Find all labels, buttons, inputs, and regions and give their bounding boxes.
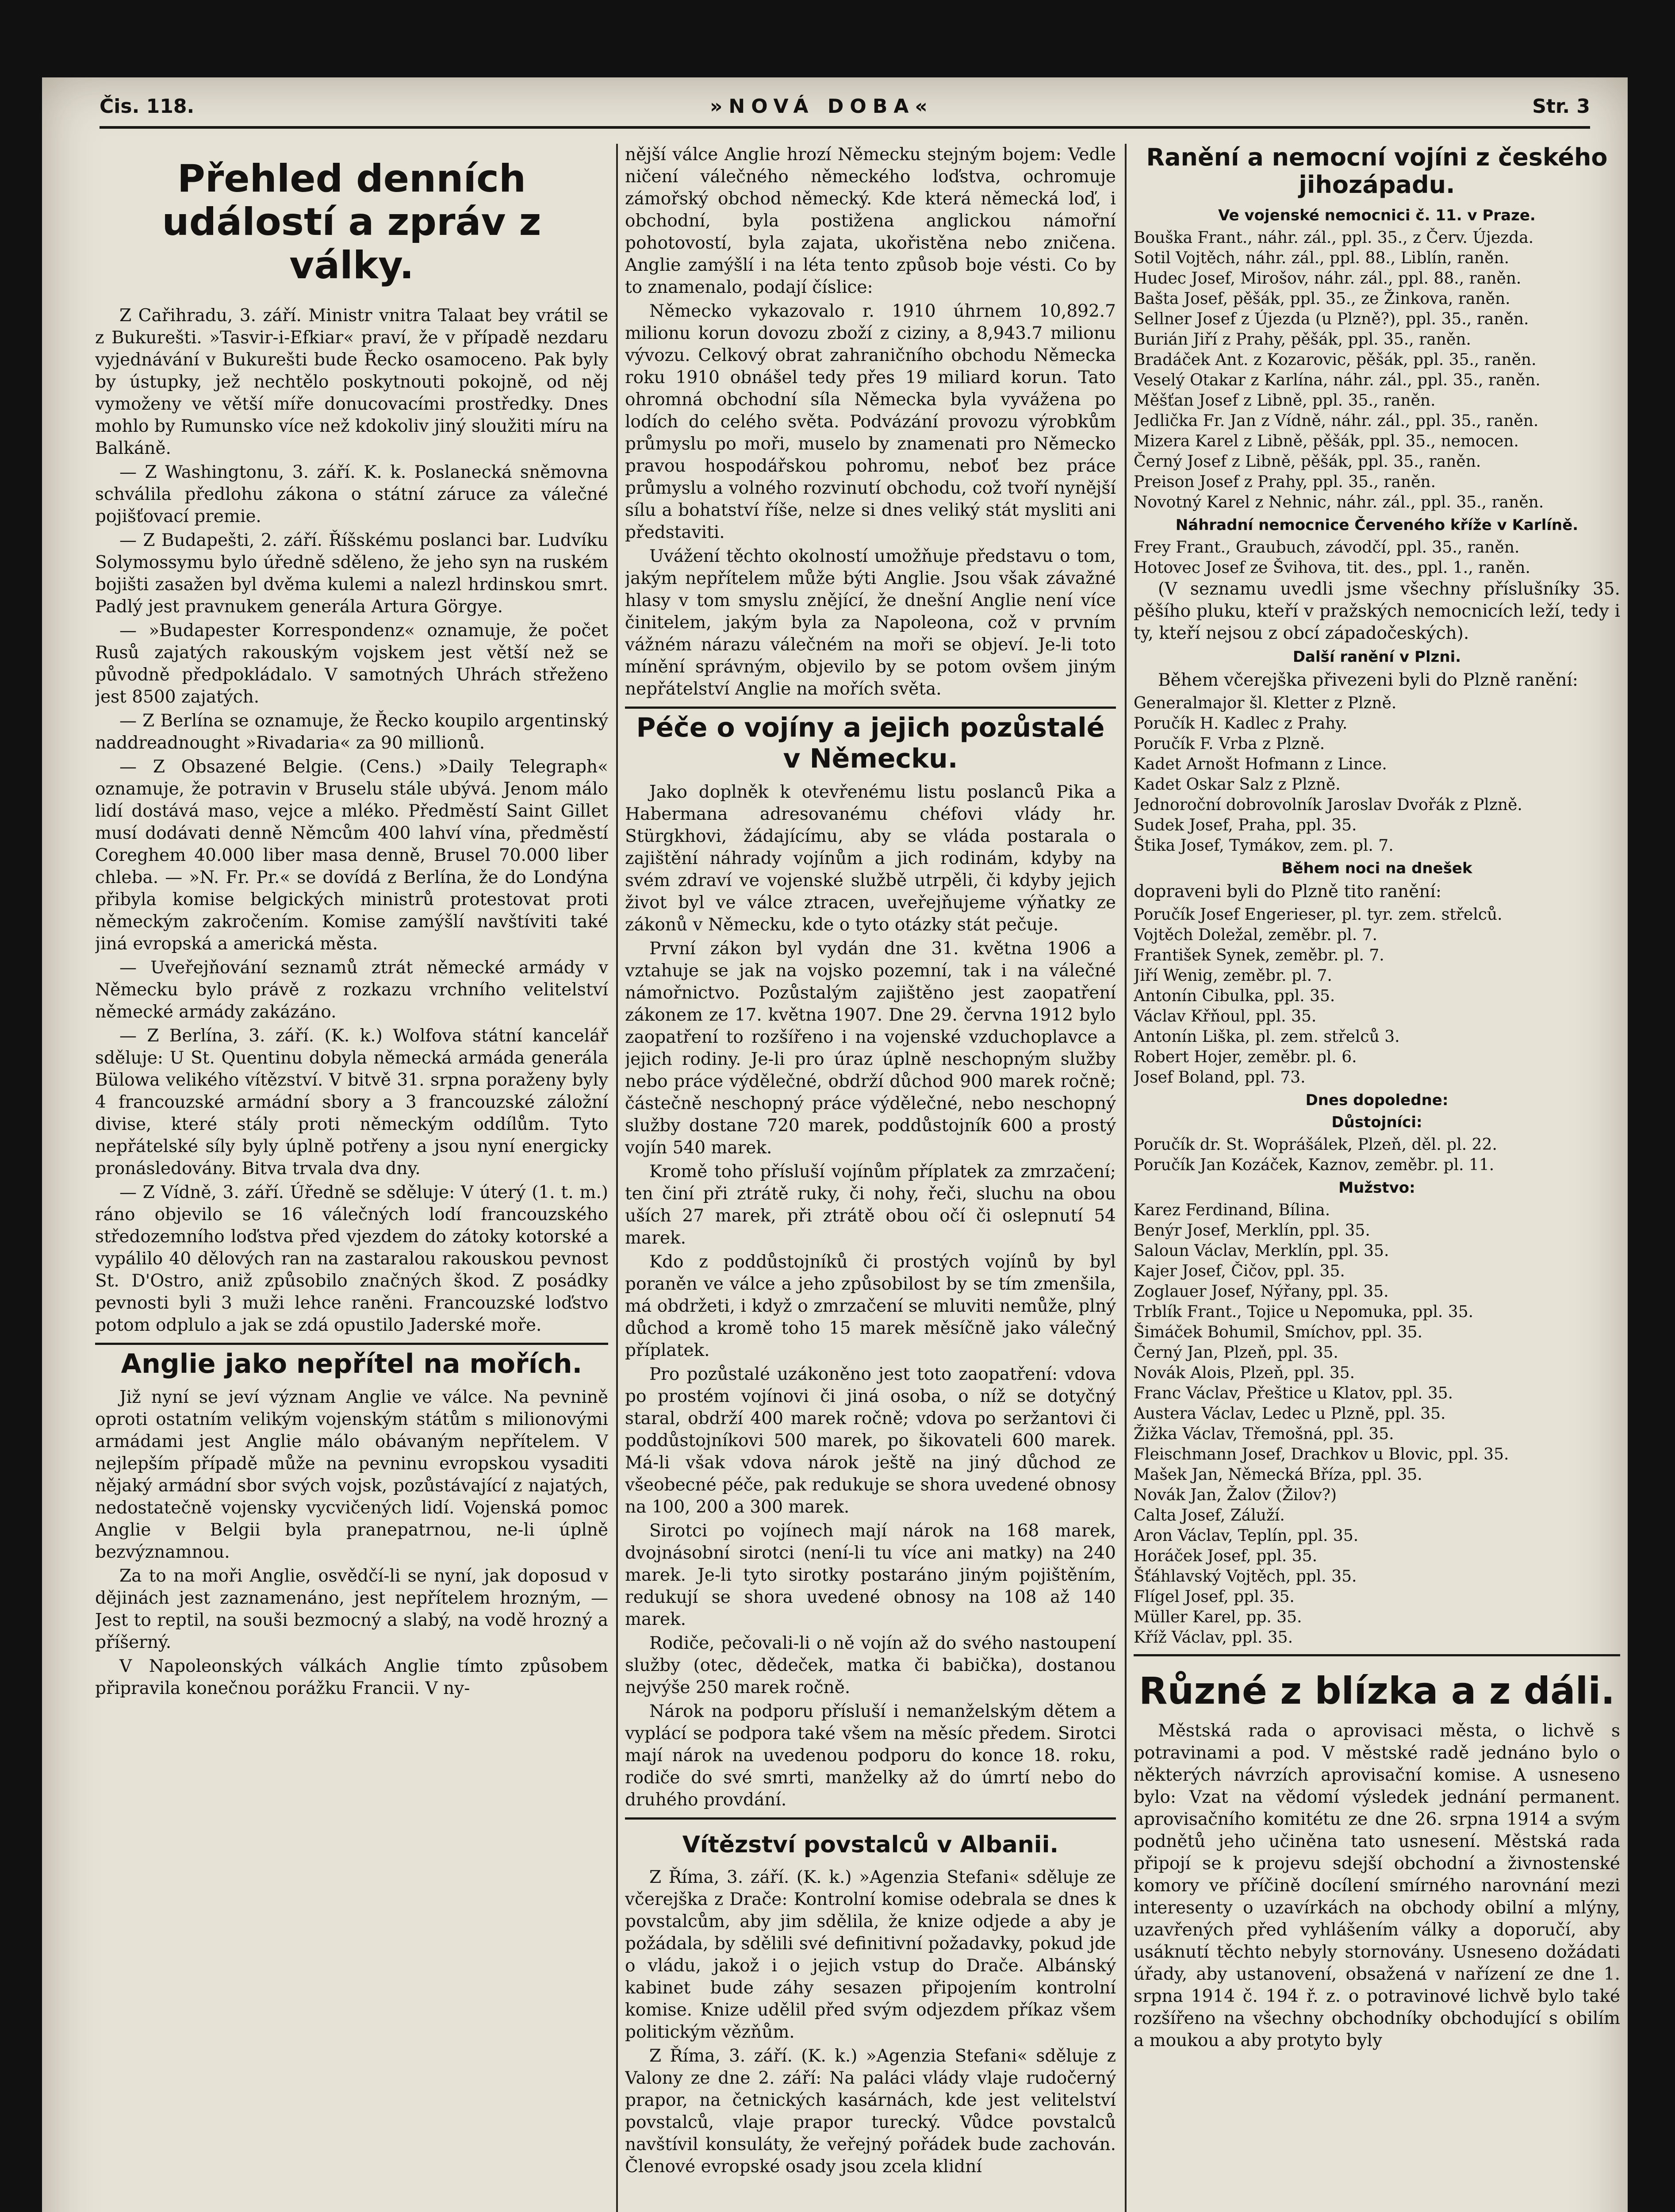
casualty-list	[1134, 693, 1620, 856]
casualty-entry: Šťáhlavský Vojtěch, ppl. 35.	[1134, 1567, 1357, 1586]
casualty-entry: Měšťan Josef z Libně, ppl. 35., raněn.	[1134, 392, 1436, 410]
headline-england: Anglie jako nepřítel na mořích.	[121, 1348, 583, 1379]
casualty-entry: Novotný Karel z Nehnic, náhr. zál., ppl. 35., raněn.	[1134, 493, 1544, 511]
list-intro: dopraveni byli do Plzně tito ranění:	[1134, 882, 1441, 902]
article-paragraph: Kromě toho přísluší vojínům příplatek za zmrzačení; ten činí při ztrátě ruky, či nohy, řeči, sluchu na obou uších 27 marek, při ztrátě obou očí či oslepnutí 54 marek.	[625, 1162, 1116, 1248]
casualty-entry: Aron Václav, Teplín, ppl. 35.	[1134, 1527, 1359, 1545]
casualty-entry: Poručík H. Kadlec z Prahy.	[1134, 714, 1348, 733]
casualty-entry: Šimáček Bohumil, Smíchov, ppl. 35.	[1134, 1323, 1423, 1341]
casualty-entry: Zoglauer Josef, Nýřany, ppl. 35.	[1134, 1283, 1389, 1301]
article-paragraph: Jako doplněk k otevřenému listu poslanců Pika a Habermana adresovanému chéfovi vlády hr. Stürgkhovi, žádajícímu, aby se vláda postarala o zajištění náhrady vojínům a jich rodinám, kdyby na svém zdraví ve vojenské službě utrpěli, či kdyby jejich život byl ve válce ztracen, uveřejňujeme výňatky ze zákonů v Německu, kde o tyto otázky stát pečuje.	[625, 782, 1116, 935]
subheading: Dnes dopoledne:	[1305, 1091, 1449, 1109]
subheading: Důstojníci:	[1331, 1114, 1422, 1131]
casualty-list	[1134, 1200, 1620, 1648]
article-paragraph: Pro pozůstalé uzákoněno jest toto zaopatření: vdova po prostém vojínovi či jiná osoba, o níž se dotyčný staral, obdrží 400 marek ročně; vdova po seržantovi či poddůstojníkovi 500 marek, po šikovateli 600 marek. Má-li však vdova nárok ještě na jiný důchod ze všeobecné péče, pak redukuje se shora uvedené obnosy na 100, 200 a 300 marek.	[625, 1364, 1116, 1517]
casualty-list	[1134, 1135, 1620, 1175]
casualty-entry: Preison Josef z Prahy, ppl. 35., raněn.	[1134, 473, 1436, 491]
subheading: Během noci na dnešek	[1281, 860, 1472, 877]
casualty-entry: Poručík Jan Kozáček, Kaznov, zeměbr. pl. 11.	[1134, 1156, 1495, 1174]
headline-soldier-care: Péče o vojíny a jejich pozůstalé v Německu.	[636, 712, 1105, 774]
section-rule	[95, 1343, 608, 1345]
article-paragraph: — Z Washingtonu, 3. září. K. k. Poslanecká sněmovna schválila předlohu zákona o státní záruce za válečné pojišťovací premie.	[95, 462, 608, 526]
casualty-entry: Sellner Josef z Újezda (u Plzně?), ppl. 35., raněn.	[1134, 310, 1529, 328]
casualty-entry: Mizera Karel z Libně, pěšák, ppl. 35., nemocen.	[1134, 432, 1519, 450]
section-rule	[1134, 1654, 1620, 1656]
article-paragraph: — Z Obsazené Belgie. (Cens.) »Daily Telegraph« oznamuje, že potravin v Bruselu stále ubývá. Jenom málo lidí dostává maso, vejce a mléko. Předměstí Saint Gillet musí dodávati denně Němcům 400 lahví vína, předměstí Coreghem 40.000 liber masa denně, Brusel 70.000 liber chleba. — »N. Fr. Pr.« se dovídá z Berlína, že do Londýna přibyla komise belgických ministrů protestovat proti německým zakročením. Komise zamýšlí navštíviti také jiná evropská a americká města.	[95, 757, 608, 954]
casualty-entry: Jiří Wenig, zeměbr. pl. 7.	[1134, 967, 1332, 985]
article-paragraph: nější válce Anglie hrozí Německu stejným bojem: Vedle ničení válečného německého loďstva, ochromuje zámořský obchod německý. Kde která německá loď, i obchodní, byla postižena anglickou námořní pohotovostí, byla zajata, ukořistěna nebo zničena. Anglie zamýšlí i na léta tento způsob boje vésti. Co by to znamenalo, podají číslice:	[625, 145, 1116, 297]
casualty-list	[1134, 905, 1620, 1088]
casualty-entry: Vojtěch Doležal, zeměbr. pl. 7.	[1134, 926, 1377, 944]
headline-albania: Vítězství povstalců v Albanii.	[682, 1832, 1059, 1858]
article-paragraph: — »Budapester Korrespondenz« oznamuje, že počet Rusů zajatých rakouským vojskem jest větší než se původně předpokládalo. V samotných Uhrách střeženo jest 8500 zajatých.	[95, 621, 608, 707]
casualty-entry: Fleischmann Josef, Drachkov u Blovic, ppl. 35.	[1134, 1445, 1509, 1463]
casualty-entry: Veselý Otakar z Karlína, náhr. zál., ppl. 35., raněn.	[1134, 371, 1541, 389]
subheading: Další ranění v Plzni.	[1292, 648, 1461, 666]
casualty-entry: Jednoroční dobrovolník Jaroslav Dvořák z Plzně.	[1134, 796, 1522, 814]
casualty-list	[1134, 228, 1620, 513]
casualty-entry: Saloun Václav, Merklín, ppl. 35.	[1134, 1242, 1389, 1260]
article-paragraph: Sirotci po vojínech mají nárok na 168 marek, dvojnásobní sirotci (není-li tu více ani matky) na 240 marek. Je-li tyto sirotky postaráno jiným pojištěním, redukují se shora uvedené obnosy na 108 až 140 marek.	[625, 1521, 1116, 1629]
article-paragraph: První zákon byl vydán dne 31. května 1906 a vztahuje se jak na vojsko pozemní, tak i na válečné námořnictvo. Pozůstalým zajištěno jest zaopatření zákonem ze 17. května 1907. Dne 29. června 1912 bylo zaopatření to rozšířeno i na vojenské vzduchoplavce a jejich rodiny. Je-li pro úraz úplně neschopným služby nebo práce výdělečné, obdrží důchod 900 marek ročně; částečně neschopný práce výdělečné, nebo neschopný služby dostane 720 marek, poddůstojník 600 a prostý vojín 540 marek.	[625, 939, 1116, 1158]
casualty-entry: Bašta Josef, pěšák, ppl. 35., ze Žinkova, raněn.	[1134, 290, 1510, 308]
casualty-entry: Müller Karel, pp. 35.	[1134, 1608, 1302, 1626]
casualty-entry: Bradáček Ant. z Kozarovic, pěšák, ppl. 35., raněn.	[1134, 351, 1537, 369]
subheading: Mužstvo:	[1338, 1179, 1415, 1197]
casualty-entry: Novák Jan, Žalov (Žilov?)	[1134, 1486, 1337, 1504]
newspaper-page	[42, 77, 1628, 2212]
casualty-entry: Flígel Josef, ppl. 35.	[1134, 1588, 1295, 1606]
casualty-entry: Calta Josef, Záluží.	[1134, 1506, 1285, 1525]
subheading: Náhradní nemocnice Červeného kříže v Karlíně.	[1175, 516, 1579, 534]
casualty-entry: Václav Křňoul, ppl. 35.	[1134, 1007, 1317, 1025]
casualty-entry: Štika Josef, Tymákov, zem. pl. 7.	[1134, 837, 1394, 855]
casualty-entry: Benýr Josef, Merklín, ppl. 35.	[1134, 1221, 1370, 1240]
article-paragraph: — Z Berlína, 3. září. (K. k.) Wolfova státní kancelář sděluje: U St. Quentinu dobyla německá armáda generála Bülowa velikého vítězství. V bitvě 31. srpna poraženy byly 4 francouzské armádní sbory a 3 francouzské záložní divise, které stály proti německým oddílům. Tyto nepřátelské síly byly úplně potřeny a jsou nyní energicky pronásledovány. Bitva trvala dva dny.	[95, 1026, 608, 1179]
casualty-entry: Karez Ferdinand, Bílina.	[1134, 1201, 1330, 1219]
editor-note: (V seznamu uvedli jsme všechny příslušníky 35. pěšího pluku, kteří v pražských nemocnicích leží, tedy i ty, kteří nejsou z obcí západočeských).	[1134, 579, 1620, 643]
casualty-entry: Josef Boland, ppl. 73.	[1134, 1068, 1306, 1087]
section-rule	[625, 1817, 1116, 1820]
subheading: Ve vojenské nemocnici č. 11. v Praze.	[1218, 207, 1536, 224]
casualty-entry: Kajer Josef, Čičov, ppl. 35.	[1134, 1262, 1345, 1280]
casualty-list	[1134, 538, 1620, 578]
casualty-entry: Mašek Jan, Německá Bříza, ppl. 35.	[1134, 1466, 1422, 1484]
column-2	[625, 144, 1116, 2212]
headline-war-news: Přehled denních událostí a zpráv z války.	[162, 157, 541, 288]
casualty-entry: Kříž Václav, ppl. 35.	[1134, 1628, 1293, 1647]
article-paragraph: — Z Berlína se oznamuje, že Řecko koupilo argentinský naddreadnought »Rivadaria« za 90 millionů.	[95, 711, 608, 753]
newspaper-name: »NOVÁ DOBA«	[710, 95, 934, 118]
issue-number: Čis. 118.	[100, 95, 195, 118]
casualty-entry: Horáček Josef, ppl. 35.	[1134, 1547, 1318, 1565]
column-3	[1134, 144, 1620, 2212]
casualty-entry: Novák Alois, Plzeň, ppl. 35.	[1134, 1364, 1355, 1382]
casualty-entry: Antonín Cibulka, ppl. 35.	[1134, 987, 1335, 1005]
article-paragraph: Z Říma, 3. září. (K. k.) »Agenzia Stefani« sděluje ze včerejška z Drače: Kontrolní komise odebrala se dnes k povstalcům, aby jim sdělila, že knize odjede a aby je požádala, by sdělili své definitivní požadavky, pokud jde o vládu, jakož i o jejich vstup do Drače. Albánský kabinet bude záhy sesazen připojením kontrolní komise. Knize udělil před svým odjezdem příkaz všem politickým vězňům.	[625, 1867, 1116, 2042]
headline-miscellany: Různé z blízka a z dáli.	[1138, 1669, 1615, 1713]
casualty-entry: Franc Václav, Přeštice u Klatov, ppl. 35.	[1134, 1384, 1453, 1402]
article-paragraph: Z Cařihradu, 3. září. Ministr vnitra Talaat bey vrátil se z Bukurešti. »Tasvir-i-Efkiar« praví, že v případě nezdaru vyjednávání v Bukurešti bude Řecko osamoceno. Pak byly by ústupky, jež nechtělo poskytnouti pokojně, od něj vymoženy ve větší míře donucovacími prostředky. Dnes mohlo by Rumunsko více než kdokoliv jiný sloužiti míru na Balkáně.	[95, 306, 608, 458]
list-intro: Během včerejška přivezeni byli do Plzně ranění:	[1158, 670, 1579, 690]
casualty-entry: Kadet Oskar Salz z Plzně.	[1134, 776, 1341, 794]
column-divider	[616, 144, 618, 2212]
casualty-entry: Poručík Josef Engerieser, pl. tyr. zem. střelců.	[1134, 906, 1503, 924]
article-paragraph: Nárok na podporu přísluší i nemanželským dětem a vyplácí se podpora také všem na měsíc předem. Sirotci mají nárok na uvedenou podporu do konce 18. roku, rodiče do své smrti, manželky až do úmrtí nebo do druhého provdání.	[625, 1701, 1116, 1810]
casualty-entry: František Synek, zeměbr. pl. 7.	[1134, 946, 1384, 964]
article-paragraph: Rodiče, pečovali-li o ně vojín až do svého nastoupení služby (otec, dědeček, matka či babička), dostanou nejvýše 250 marek ročně.	[625, 1633, 1116, 1697]
casualty-entry: Hudec Josef, Mirošov, náhr. zál., ppl. 88., raněn.	[1134, 269, 1522, 288]
casualty-entry: Jedlička Fr. Jan z Vídně, náhr. zál., ppl. 35., raněn.	[1134, 412, 1539, 430]
casualty-entry: Poručík dr. St. Woprášálek, Plzeň, děl. pl. 22.	[1134, 1136, 1497, 1154]
casualty-entry: Černý Josef z Libně, pěšák, ppl. 35., raněn.	[1134, 453, 1481, 471]
article-paragraph: Uvážení těchto okolností umožňuje představu o tom, jakým nepřítelem může býti Anglie. Jsou však závažné hlasy v tom smyslu znějící, že dnešní Anglie není více činitelem, jakým byla za Napoleona, což v prvním vážném nárazu válečném na moři se objeví. Je-li toto mínění správným, objevilo by se potom ovšem jiným nepřátelství Anglie na mořích světa.	[625, 546, 1116, 699]
casualty-entry: Antonín Liška, pl. zem. střelců 3.	[1134, 1028, 1400, 1046]
article-paragraph: Za to na moři Anglie, osvědčí-li se nyní, jak doposud v dějinách jest zaznamenáno, jest nepřítelem hrozným, — Jest to reptil, na souši bezmocný a slabý, na vodě hrozný a příšerný.	[95, 1566, 608, 1652]
casualty-entry: Frey Frant., Graubuch, závodčí, ppl. 35., raněn.	[1134, 538, 1520, 557]
casualty-entry: Poručík F. Vrba z Plzně.	[1134, 735, 1325, 753]
casualty-entry: Sotil Vojtěch, náhr. zál., ppl. 88., Liblín, raněn.	[1134, 249, 1510, 267]
article-paragraph: Již nyní se jeví význam Anglie ve válce. Na pevnině oproti ostatním velikým vojenským státům s milionovými armádami jest Anglie málo obávaným nepřítelem. V nejlepším případě může na pevninu evropskou vysaditi nějaký armádní sbor svých vojsk, pozůstávající z najatých, nedostatečně vojensky vycvičených lidí. Vojenská pomoc Anglie v Belgii byla pranepatrnou, ne-li úplně bezvýznamnou.	[95, 1387, 608, 1562]
column-divider	[1125, 144, 1127, 2212]
page-number: Str. 3	[1532, 95, 1590, 118]
article-paragraph: Z Říma, 3. září. (K. k.) »Agenzia Stefani« sděluje z Valony ze dne 2. září: Na paláci vlády vlaje rudočerný prapor, na četnických kasárnách, kde jest velitelství povstalců, vlaje prapor turecký. Vůdce povstalců navštívil konsuláty, že veřejný pořádek bude zachován. Členové evropské osady jsou zcela klidní	[625, 2046, 1116, 2177]
article-paragraph: Německo vykazovalo r. 1910 úhrnem 10,892.7 milionu korun dovozu zboží z ciziny, a 8,943.7 milionu vývozu. Celkový obrat zahraničního obchodu Německa roku 1910 obnášel tedy přes 19 miliard korun. Tato ohromná obchodní síla Německa byla vyvážena po lodích do celého světa. Podvázání provozu výrobkům průmyslu po moři, muselo by znamenati pro Německo pravou hospodářskou pohromu, neboť bez práce průmyslu a volného rozvinutí obchodu, což tvoří nynější sílu a bohatství říše, nelze si dnes veliký stát mysliti ani představiti.	[625, 301, 1116, 542]
article-paragraph: Městská rada o aprovisaci města, o lichvě s potravinami a pod. V městské radě jednáno bylo o některých návrzích aprovisační komise. A usneseno bylo: Vzat na vědomí výsledek jednání permanent. aprovisačního komitétu ze dne 26. srpna 1914 a svým podnětů jeho učiněna tato usnesení. Městská rada připojí se k projevu sdejší obchodní a živnostenské komory ve příčině docílení smírného narovnání mezi interesenty o uzavírkách na obchody obilní a mlýny, uzavřených před vyhlášením války a doporučí, aby usáknutí těchto nebyly stornovány. Usneseno dožádati úřady, aby ustanovení, obsažená v nařízení ze dne 1. srpna 1914 č. 194 ř. z. o potravinové lichvě bylo také rozšířeno na všechny obchodníky obchodující s obilím a moukou a aby protyto byly	[1134, 1721, 1620, 2051]
casualty-entry: Trblík Frant., Tojice u Nepomuka, ppl. 35.	[1134, 1303, 1474, 1321]
article-paragraph: — Z Budapešti, 2. září. Říšskému poslanci bar. Ludvíku Solymossymu bylo úředně sděleno, že jeho syn na ruském bojišti zasažen byl dvěma kulemi a nalezl hrdinskou smrt. Padlý jest pravnukem generála Artura Görgye.	[95, 530, 608, 617]
section-rule	[625, 707, 1116, 709]
casualty-entry: Hotovec Josef ze Švihova, tit. des., ppl. 1., raněn.	[1134, 559, 1530, 577]
article-paragraph: — Uveřejňování seznamů ztrát německé armády v Německu bylo právě z rozkazu vrchního velitelství německé armády zakázáno.	[95, 958, 608, 1022]
casualty-entry: Austera Václav, Ledec u Plzně, ppl. 35.	[1134, 1405, 1446, 1423]
casualty-entry: Generalmajor šl. Kletter z Plzně.	[1134, 694, 1397, 712]
column-1	[95, 144, 608, 2212]
casualty-entry: Burián Jiří z Prahy, pěšák, ppl. 35., raněn.	[1134, 330, 1471, 349]
casualty-entry: Černý Jan, Plzeň, ppl. 35.	[1134, 1344, 1338, 1362]
casualty-entry: Kadet Arnošt Hofmann z Lince.	[1134, 755, 1387, 773]
casualty-entry: Bouška Frant., náhr. zál., ppl. 35., z Červ. Újezda.	[1134, 229, 1534, 247]
article-paragraph: V Napoleonských válkách Anglie tímto způsobem připravila konečnou porážku Francii. V ny-	[95, 1656, 608, 1698]
article-paragraph: — Z Vídně, 3. září. Úředně se sděluje: V úterý (1. t. m.) ráno objevilo se 16 válečných lodí francouzského středozemního loďstva před vjezdem do zátoky kotorské a vypálilo 40 dělových ran na zastaralou rakouskou pevnost St. D'Ostro, aniž způsobilo značných škod. Z posádky pevnosti byli 3 muži lehce raněni. Francouzské loďstvo potom odplulo a jak se zdá opustilo Jaderské moře.	[95, 1183, 608, 1335]
casualty-entry: Robert Hojer, zeměbr. pl. 6.	[1134, 1048, 1357, 1066]
casualty-entry: Sudek Josef, Praha, ppl. 35.	[1134, 816, 1357, 834]
casualty-entry: Žižka Václav, Třemošná, ppl. 35.	[1134, 1425, 1394, 1443]
page-header	[100, 86, 1590, 129]
headline-wounded: Ranění a nemocní vojíni z českého jihozápadu.	[1146, 144, 1608, 199]
article-paragraph: Kdo z poddůstojníků či prostých vojínů by byl poraněn ve válce a jeho způsobilost by se tím zmenšila, má obdržeti, i když o zmrzačení se mluviti nemůže, plný důchod a kromě toho 15 marek měsíčně jako válečný příplatek.	[625, 1252, 1116, 1360]
